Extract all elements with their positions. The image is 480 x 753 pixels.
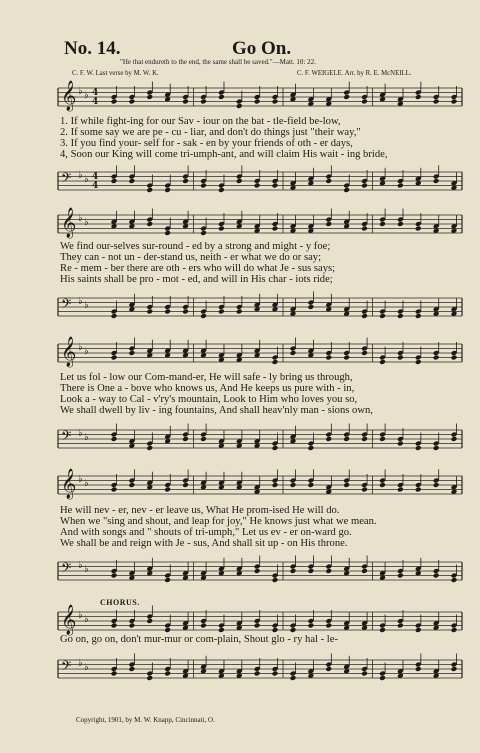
svg-text:𝄞: 𝄞 xyxy=(61,208,77,238)
bass-staff-2 xyxy=(0,288,480,326)
treble-staff-3 xyxy=(0,334,480,372)
svg-text:4: 4 xyxy=(92,172,99,182)
svg-text:♭: ♭ xyxy=(78,342,83,353)
treble-staff-2 xyxy=(0,205,480,243)
verse-line-1-3: 3. If you find your- self for - sak - en by your friends of oth - er days, xyxy=(60,138,353,149)
svg-text:♭: ♭ xyxy=(78,428,83,439)
verse-line-2-2: They can - not un - der-stand us, neith - er what we do or say; xyxy=(60,252,322,263)
svg-text:♭: ♭ xyxy=(84,478,89,489)
verse-line-4-3: And with songs and " shouts of tri-umph," Let us ev - er on-ward go. xyxy=(60,527,352,538)
svg-text:𝄢: 𝄢 xyxy=(61,296,72,315)
bass-staff-3 xyxy=(0,420,480,458)
bass-staff-4 xyxy=(0,552,480,590)
chorus-label: CHORUS. xyxy=(100,598,140,607)
svg-text:♭: ♭ xyxy=(78,658,83,669)
svg-text:𝄢: 𝄢 xyxy=(61,560,72,579)
verse-line-2-3: Re - mem - ber there are oth - ers who will do what Je - sus says; xyxy=(60,263,336,274)
chorus-line-1: Go on, go on, don't mur-mur or com-plain, Shout glo - ry hal - le- xyxy=(60,634,338,645)
verse-line-1-2: 2. If some say we are pe - cu - liar, and don't do things just "their way," xyxy=(60,127,361,138)
credit-right: C. F. WEIGELE. Arr. by R. E. McNEILL. xyxy=(297,70,412,77)
bass-staff-1 xyxy=(0,162,480,200)
verse-line-3-4: We shall dwell by liv - ing fountains, And shall heav'nly man - sions own, xyxy=(60,405,373,416)
verse-line-3-1: Let us fol - low our Com-mand-er, He will safe - ly bring us through, xyxy=(60,372,353,383)
svg-text:𝄢: 𝄢 xyxy=(61,428,72,447)
hymn-number: No. 14. xyxy=(64,38,121,59)
verse-line-4-4: We shall be and reign with Je - sus, And shall sit up - on His throne. xyxy=(60,538,348,549)
verse-line-3-2: There is One a - bove who knows us, And He keeps us pure with - in, xyxy=(60,383,355,394)
svg-text:♭: ♭ xyxy=(84,300,89,311)
treble-staff-4 xyxy=(0,466,480,504)
svg-text:𝄞: 𝄞 xyxy=(61,81,77,111)
epigraph: "He that endureth to the end, the same shall be saved."—Matt. 10: 22. xyxy=(120,58,316,66)
svg-text:𝄞: 𝄞 xyxy=(61,469,77,499)
svg-text:4: 4 xyxy=(92,97,99,107)
credit-left: C. F. W. Last verse by M. W. K. xyxy=(72,70,159,77)
svg-text:♭: ♭ xyxy=(84,217,89,228)
svg-text:♭: ♭ xyxy=(84,346,89,357)
copyright-notice: Copyright, 1901, by M. W. Knapp, Cincinnati, O. xyxy=(76,716,215,724)
svg-text:𝄢: 𝄢 xyxy=(61,658,72,677)
svg-text:♭: ♭ xyxy=(84,90,89,101)
verse-line-1-4: 4, Soon our King will come tri-umph-ant, and will claim His wait - ing bride, xyxy=(60,149,388,160)
svg-text:4: 4 xyxy=(92,88,99,98)
bass-staff-5 xyxy=(0,650,480,688)
svg-text:4: 4 xyxy=(92,181,99,191)
svg-text:𝄞: 𝄞 xyxy=(61,337,77,367)
svg-text:♭: ♭ xyxy=(78,213,83,224)
treble-staff-1 xyxy=(0,78,480,116)
svg-text:𝄞: 𝄞 xyxy=(61,605,77,635)
verse-line-1-1: 1. If while fight-ing for our Sav - iour on the bat - tle-field be-low, xyxy=(60,116,341,127)
hymn-title: Go On. xyxy=(232,38,292,59)
svg-text:♭: ♭ xyxy=(78,170,83,181)
svg-text:♭: ♭ xyxy=(78,86,83,97)
svg-text:♭: ♭ xyxy=(78,296,83,307)
svg-text:♭: ♭ xyxy=(78,610,83,621)
svg-text:♭: ♭ xyxy=(84,174,89,185)
verse-line-2-1: We find our-selves sur-round - ed by a strong and might - y foe; xyxy=(60,241,331,252)
svg-text:♭: ♭ xyxy=(84,564,89,575)
verse-line-4-1: He will nev - er, nev - er leave us, What He prom-ised He will do. xyxy=(60,505,340,516)
svg-text:♭: ♭ xyxy=(84,432,89,443)
svg-text:♭: ♭ xyxy=(78,474,83,485)
svg-text:♭: ♭ xyxy=(84,662,89,673)
verse-line-2-4: His saints shall be pro - mot - ed, and will in His char - iots ride; xyxy=(60,274,333,285)
svg-text:♭: ♭ xyxy=(84,614,89,625)
verse-line-4-2: When we "sing and shout, and leap for joy," He knows just what we mean. xyxy=(60,516,377,527)
svg-text:♭: ♭ xyxy=(78,560,83,571)
verse-line-3-3: Look a - way to Cal - v'ry's mountain, Look to Him who loves you so, xyxy=(60,394,358,405)
svg-text:𝄢: 𝄢 xyxy=(61,170,72,189)
